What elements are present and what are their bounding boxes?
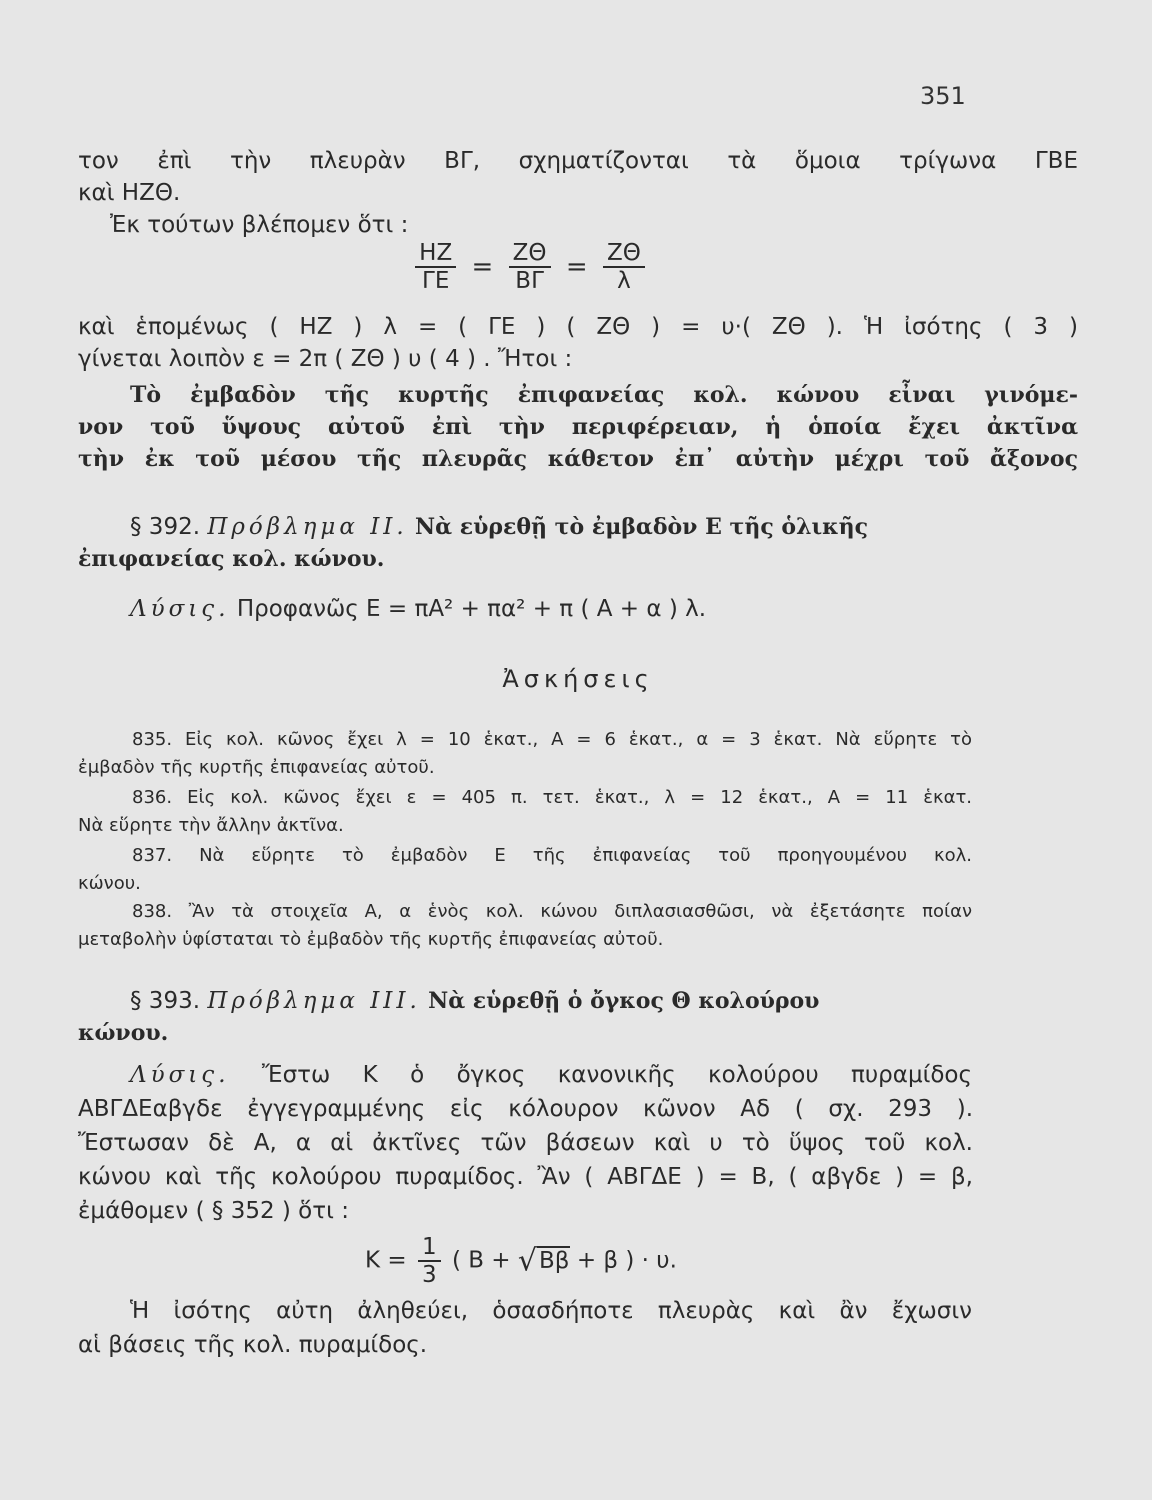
section-393-heading [130, 986, 1078, 1016]
fraction [418, 1234, 441, 1288]
numerator: ΖΘ [603, 240, 645, 268]
exercise-836-cont: Νὰ εὕρητε τὴν ἄλλην ἀκτῖνα. [78, 815, 344, 836]
exercise-837: 837. Νὰ εὕρητε τὸ ἐμβαδὸν Ε τῆς ἐπιφανείας τοῦ προηγουμένου κολ. [132, 845, 972, 866]
problem-title-cont: ἐπιφανείας κολ. κώνου. [78, 546, 385, 572]
exercise-835-cont: ἐμβαδὸν τῆς κυρτῆς ἐπιφανείας αὐτοῦ. [78, 757, 435, 778]
text-line: Ἐκ τούτων βλέπομεν ὅτι : [110, 212, 409, 238]
volume-formula [365, 1234, 865, 1288]
text-line: καὶ ΗΖΘ. [78, 180, 181, 206]
solution-text: Ἔστω Κ ὁ ὄγκος κανονικῆς κολούρου πυραμίδος [261, 1062, 972, 1088]
square-root-icon: √ [517, 1243, 538, 1279]
ratio-equation [380, 240, 680, 294]
equals-sign: = [471, 252, 494, 282]
section-392-heading [130, 512, 1078, 542]
fraction [603, 240, 645, 294]
text-line: ἐμάθομεν ( § 352 ) ὅτι : [78, 1198, 349, 1224]
solution-393 [130, 1060, 972, 1090]
page-number: 351 [920, 82, 966, 110]
section-number: § 392. [130, 514, 201, 540]
theorem-line: νον τοῦ ὕψους αὐτοῦ ἐπὶ τὴν περιφέρειαν, ἡ ὁποία ἔχει ἀκτῖνα [78, 414, 1078, 440]
problem-label: Πρόβλημα ΙΙ. [207, 514, 408, 540]
problem-label: Πρόβλημα ΙΙΙ. [207, 988, 421, 1014]
theorem-line: τὴν ἐκ τοῦ μέσου τῆς πλευρᾶς κάθετον ἐπ᾽ αὐτὴν μέχρι τοῦ ἄξονος [78, 446, 1078, 472]
denominator: ΓΕ [422, 268, 450, 294]
formula-mid: ( Β + [451, 1247, 511, 1274]
radicand: Ββ [539, 1247, 570, 1274]
exercise-838-cont: μεταβολὴν ὑφίσταται τὸ ἐμβαδὸν τῆς κυρτῆς ἐπιφανείας αὐτοῦ. [78, 929, 664, 950]
numerator: ΖΘ [509, 240, 551, 268]
text-line: ΑΒΓΔΕαβγδε ἐγγεγραμμένης εἰς κόλουρον κῶνον Αδ ( σχ. 293 ). [78, 1096, 973, 1122]
solution-label: Λύσις. [130, 1062, 230, 1088]
text-line: τον ἐπὶ τὴν πλευρὰν ΒΓ, σχηματίζονται τὰ ὅμοια τρίγωνα ΓΒΕ [78, 148, 1078, 174]
denominator: λ [617, 268, 631, 294]
exercise-837-cont: κώνου. [78, 873, 141, 894]
solution-text: Προφανῶς Ε = πΑ² + πα² + π ( Α + α ) λ. [236, 596, 707, 622]
numerator: ΗΖ [415, 240, 456, 268]
fraction [509, 240, 551, 294]
text-line: κώνου καὶ τῆς κολούρου πυραμίδος. Ἂν ( ΑΒΓΔΕ ) = Β, ( αβγδε ) = β, [78, 1164, 973, 1190]
problem-title: Νὰ εὑρεθῇ τὸ ἐμβαδὸν Ε τῆς ὁλικῆς [415, 514, 869, 540]
numerator: 1 [418, 1234, 441, 1262]
text-line: Ἡ ἰσότης αὐτη ἀληθεύει, ὁσασδήποτε πλευρὰς καὶ ἂν ἔχωσιν [130, 1298, 972, 1324]
text-line: καὶ ἑπομένως ( ΗΖ ) λ = ( ΓΕ ) ( ΖΘ ) = υ·( ΖΘ ). Ἡ ἰσότης ( 3 ) [78, 314, 1078, 340]
exercise-836: 836. Εἰς κολ. κῶνος ἔχει ε = 405 π. τετ. ἑκατ., λ = 12 ἑκατ., Α = 11 ἑκατ. [132, 787, 972, 808]
section-number: § 393. [130, 988, 201, 1014]
text-line: Ἔστωσαν δὲ Α, α αἱ ἀκτῖνες τῶν βάσεων καὶ υ τὸ ὕψος τοῦ κολ. [78, 1130, 973, 1156]
solution-label: Λύσις. [130, 596, 230, 622]
theorem-line: Τὸ ἐμβαδὸν τῆς κυρτῆς ἐπιφανείας κολ. κώνου εἶναι γινόμε- [130, 382, 1078, 408]
exercises-heading: Ἀσκήσεις [502, 665, 654, 693]
solution-392 [130, 594, 1078, 624]
formula-tail: + β ) · υ. [576, 1247, 677, 1274]
text-line: γίνεται λοιπὸν ε = 2π ( ΖΘ ) υ ( 4 ) . Ἤτοι : [78, 346, 573, 372]
exercise-835: 835. Εἰς κολ. κῶνος ἔχει λ = 10 ἑκατ., Α = 6 ἑκατ., α = 3 ἑκατ. Νὰ εὕρητε τὸ [132, 729, 972, 750]
fraction [415, 240, 456, 294]
formula-lhs: Κ = [365, 1247, 407, 1274]
problem-title-cont: κώνου. [78, 1020, 169, 1046]
problem-title: Νὰ εὑρεθῇ ὁ ὄγκος Θ κολούρου [428, 988, 820, 1014]
denominator: ΒΓ [515, 268, 544, 294]
text-line: αἱ βάσεις τῆς κολ. πυραμίδος. [78, 1332, 428, 1358]
exercise-838: 838. Ἂν τὰ στοιχεῖα Α, α ἑνὸς κολ. κώνου διπλασιασθῶσι, νὰ ἐξετάσητε ποίαν [132, 901, 972, 922]
denominator: 3 [421, 1262, 437, 1288]
equals-sign: = [565, 252, 588, 282]
